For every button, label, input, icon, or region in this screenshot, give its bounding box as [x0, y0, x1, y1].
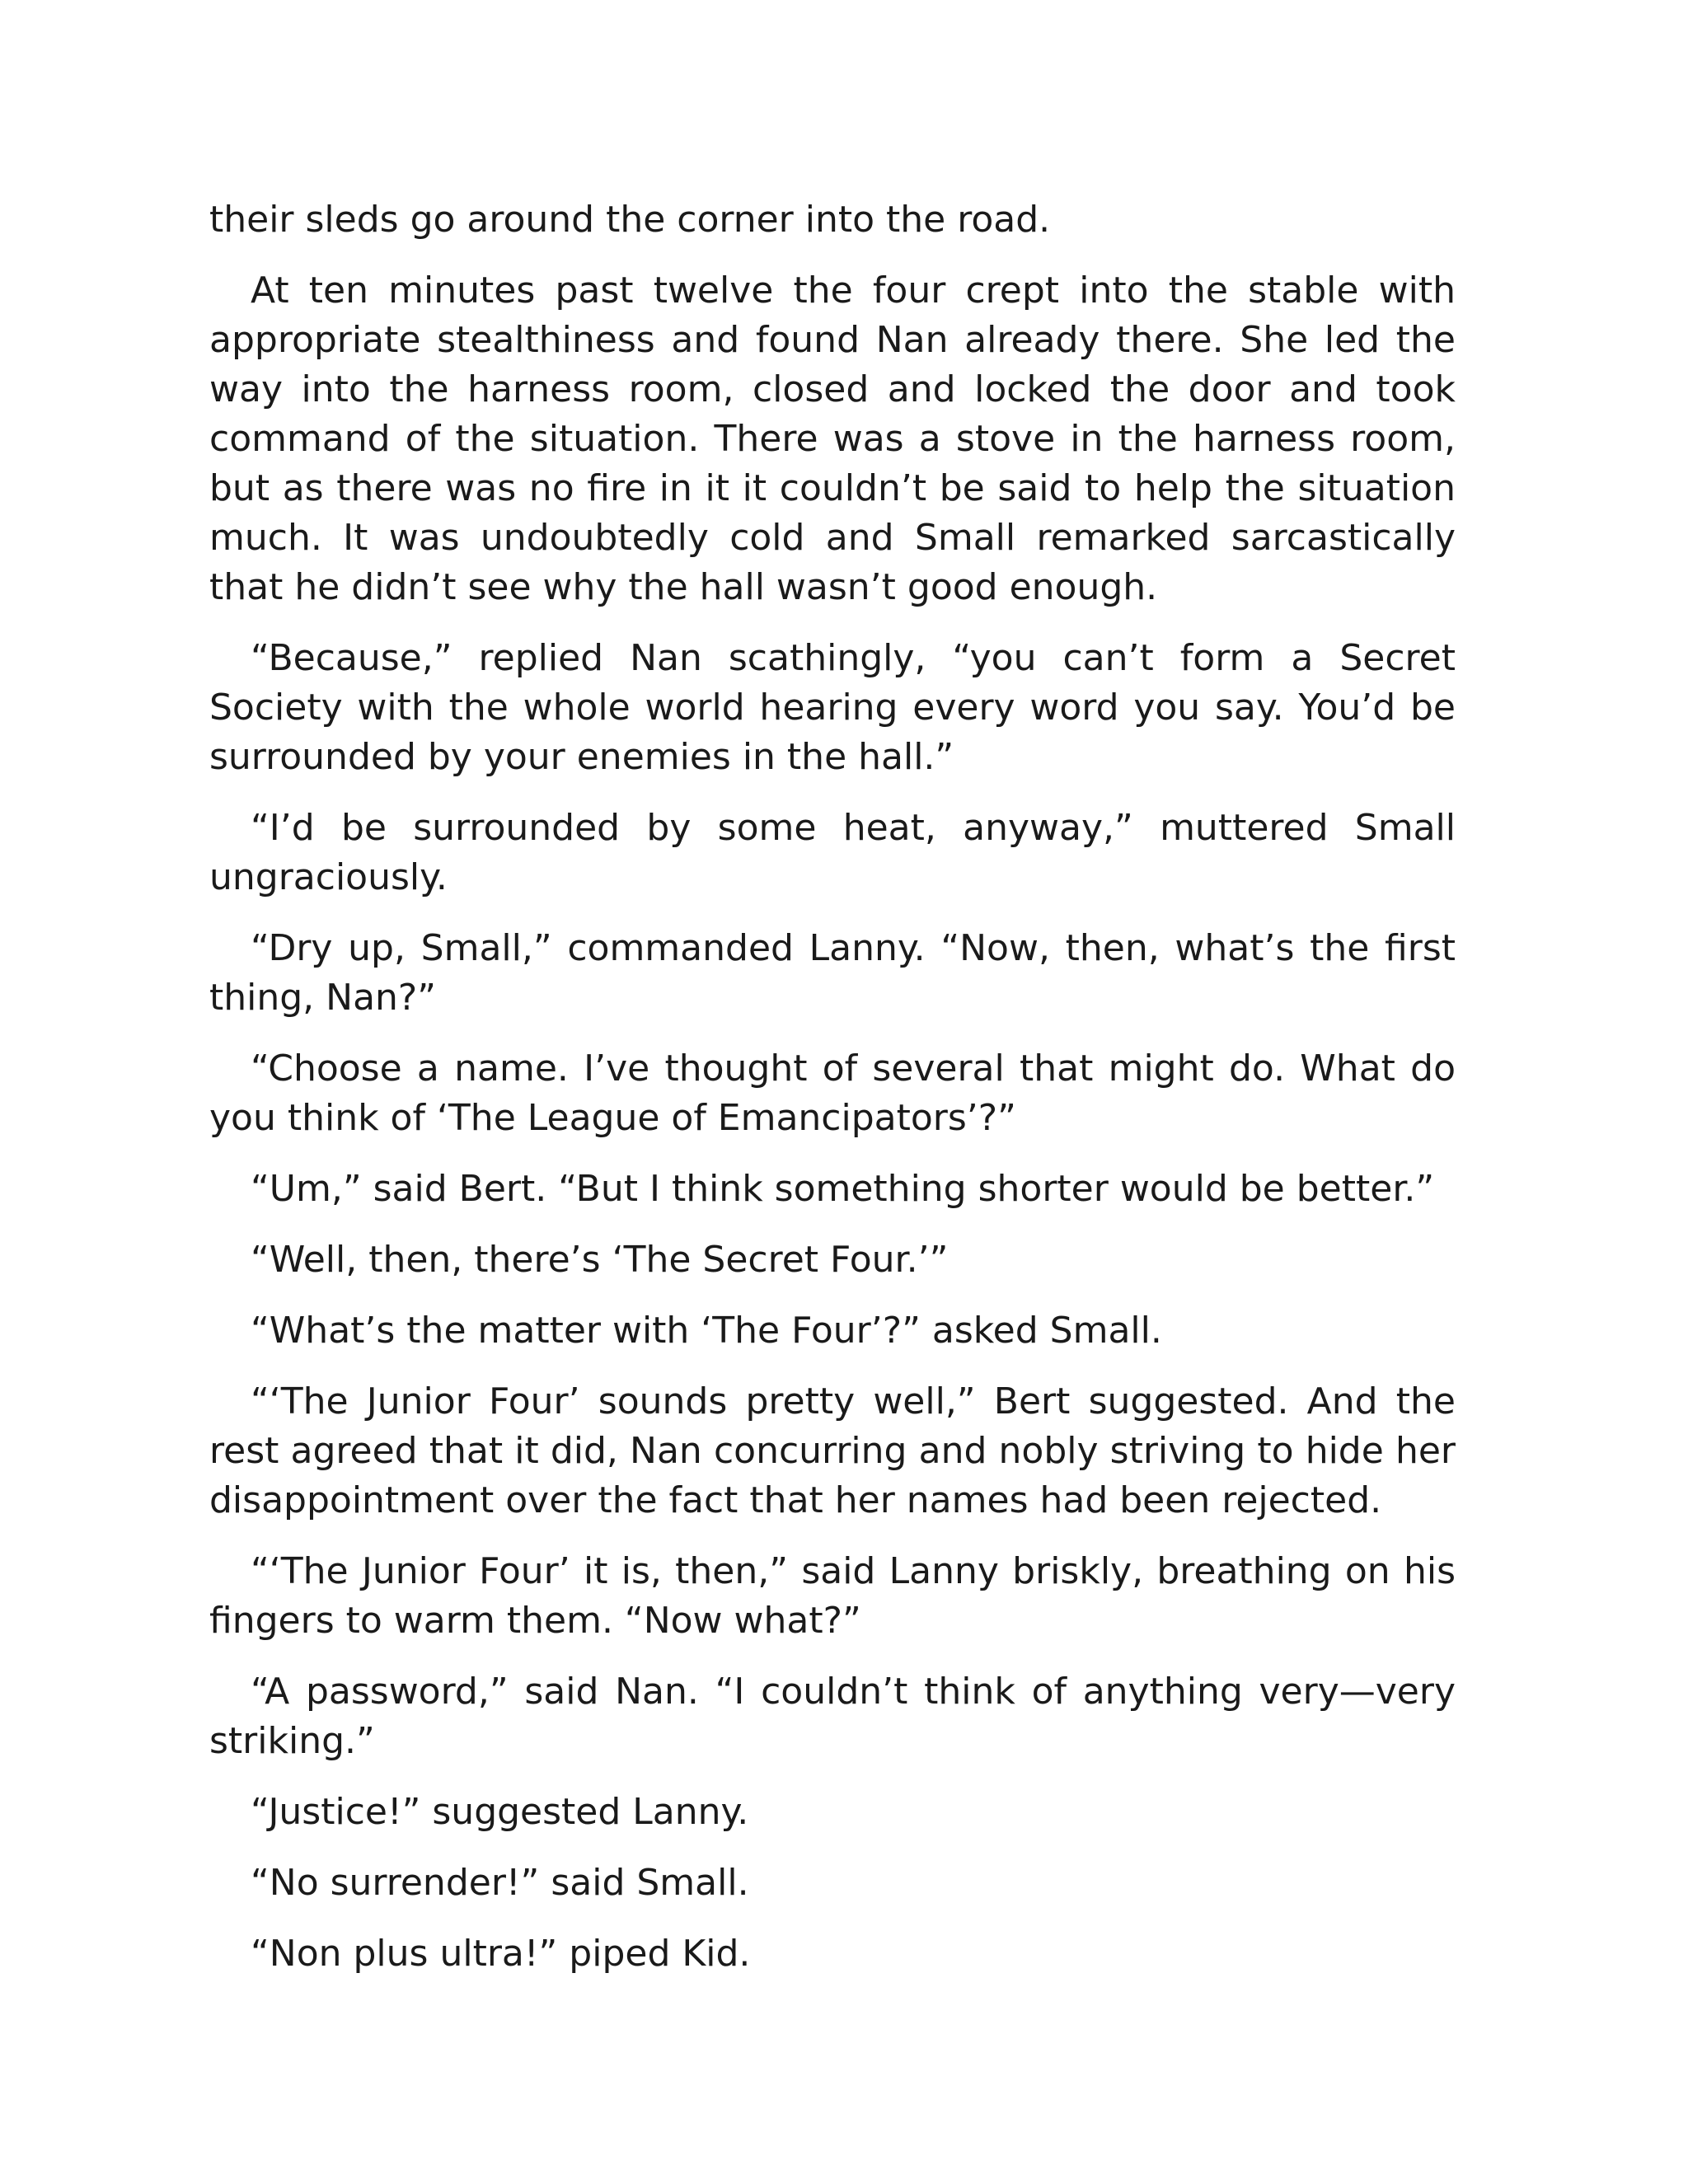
paragraph: “What’s the matter with ‘The Four’?” asked Small. [251, 1310, 1162, 1352]
paragraph: “Um,” said Bert. “But I think something shorter would be better.” [251, 1168, 1435, 1210]
paragraph: “Because,” replied Nan scathingly, “you can’t form a Secret Society with the whole world hearing every word you say. You’d be surrounded by your enemies in the hall.” [209, 637, 1456, 778]
paragraph: “I’d be surrounded by some heat, anyway,” muttered Small ungraciously. [209, 807, 1456, 898]
paragraph-continuation: their sleds go around the corner into the road. [209, 199, 1051, 241]
paragraph: “Choose a name. I’ve thought of several that might do. What do you think of ‘The League of Emancipators’?” [209, 1047, 1456, 1139]
paragraph: “‘The Junior Four’ sounds pretty well,” Bert suggested. And the rest agreed that it did, Nan concurring and nobly striving to hide her disappointment over the fact that her names had been rejected. [209, 1380, 1456, 1521]
paragraph: “Well, then, there’s ‘The Secret Four.’” [251, 1239, 949, 1281]
page-text [209, 195, 1456, 2000]
paragraph: “‘The Junior Four’ it is, then,” said Lanny briskly, breathing on his fingers to warm them. “Now what?” [209, 1550, 1456, 1642]
paragraph: “A password,” said Nan. “I couldn’t think of anything very—very striking.” [209, 1671, 1456, 1762]
paragraph: “No surrender!” said Small. [251, 1862, 749, 1904]
paragraph: “Non plus ultra!” piped Kid. [251, 1933, 751, 1975]
paragraph: “Dry up, Small,” commanded Lanny. “Now, then, what’s the first thing, Nan?” [209, 927, 1456, 1019]
paragraph: At ten minutes past twelve the four crept into the stable with appropriate stealthiness and found Nan already there. She led the way into the harness room, closed and locked the door and took command of the situation. There was a stove in the harness room, but as there was no fire in it it couldn’t be said to help the situation much. It was undoubtedly cold and Small remarked sarcastically that he didn’t see why the hall wasn’t good enough. [209, 269, 1456, 608]
paragraph: “Justice!” suggested Lanny. [251, 1791, 749, 1833]
